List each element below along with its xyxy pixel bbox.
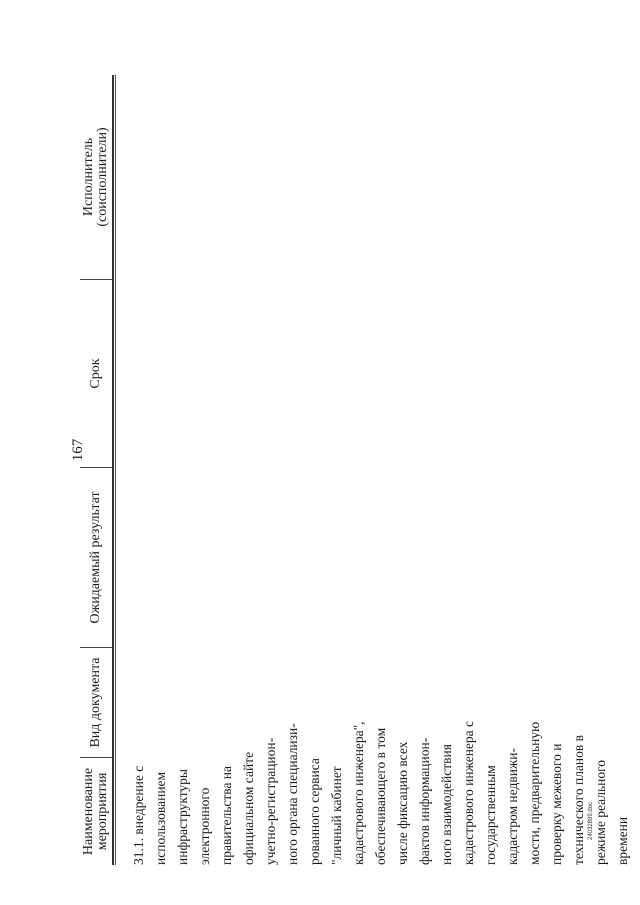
header-expected-result: Ожидаемый результат xyxy=(80,467,112,647)
table-header-row xyxy=(80,75,114,865)
header-measure-name: Наименование мероприятия xyxy=(80,757,112,865)
rotated-page xyxy=(70,75,630,865)
header-executor: Исполнитель (соисполнители) xyxy=(81,127,110,227)
page-number: 167 xyxy=(70,438,86,462)
header-document-type: Вид документа xyxy=(80,647,112,757)
header-deadline: Срок xyxy=(80,279,112,467)
document-filename: 24032899.doc xyxy=(588,801,594,840)
measure-description: 31.1. внедрение с использованием инфраструктуры электронного правительства на официальном сайте учетно-регистрацион- ного органа специализи- рованного сервиса "личный кабинет кадастрового инженера", обеспечивающего в том числе фиксацию всех фактов информацион- ного взаимодействия кадастрового инженера с государственным кадастром недвижи- мости, предварительную проверку межевого и технического планов в режиме реального времени xyxy=(131,720,630,865)
